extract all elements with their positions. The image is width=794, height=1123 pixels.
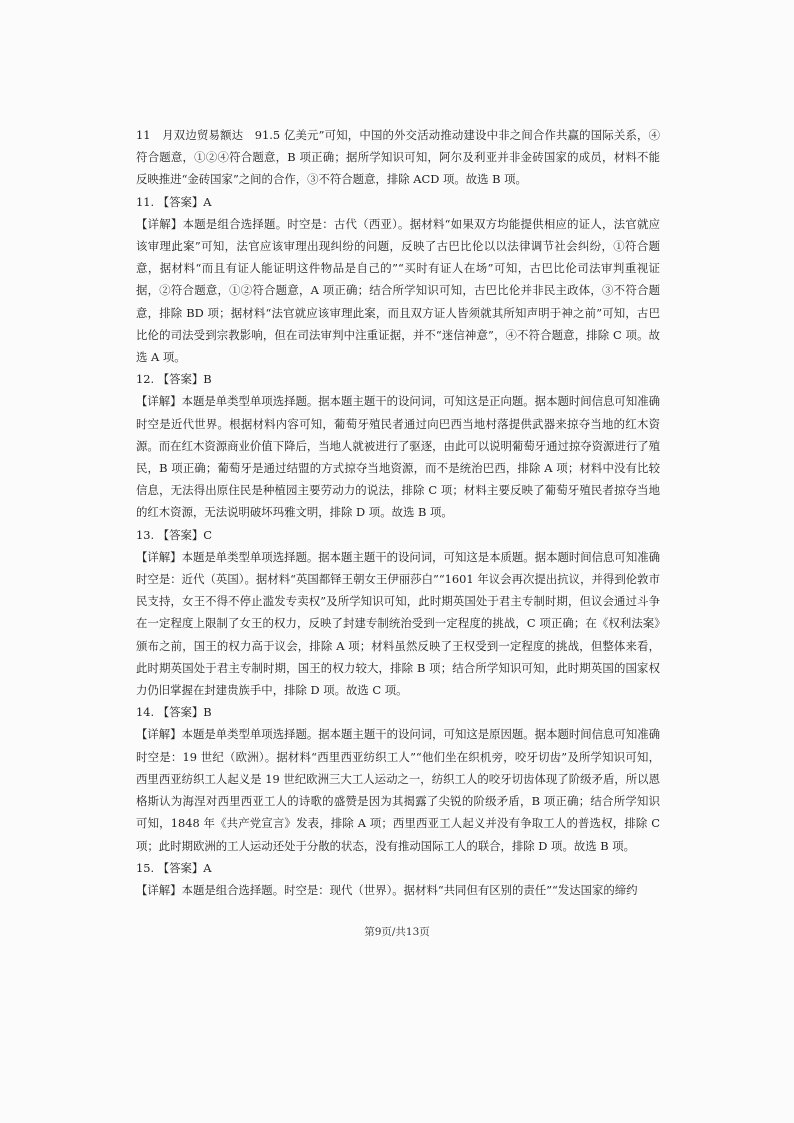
explanation-q14: 【详解】本题是单类型单项选择题。据本题主题干的设问词，可知这是原因题。据本题时间信息可知准确时空是：19 世纪（欧洲）。据材料“西里西亚纺织工人”“他们坐在织机旁，咬牙切齿”及所学知识可知，西里西亚纺织工人起义是 19 世纪欧洲三大工人运动之一，纺织工人的咬牙切齿体现了阶级矛盾，所以恩格斯认为海涅对西里西亚工人的诗歌的盛赞是因为其揭露了尖锐的阶级矛盾，B 项正确；结合所学知识可知，1848 年《共产党宣言》发表，排除 A 项；西里西亚工人起义并没有争取工人的普选权，排除 C 项；此时期欧洲的工人运动还处于分散的状态，没有推动国际工人的联合，排除 D 项。故选 B 项。 [136,727,660,853]
answer-label-q11: 11. 【答案】A [136,194,212,209]
answer-label-q14: 14. 【答案】B [136,705,212,720]
page-number: 第9页/共13页 [364,926,430,938]
explanation-q13: 【详解】本题是单类型单项选择题。据本题主题干的设问词，可知这是本质题。据本题时间信息可知准确时空是：近代（英国）。据材料“英国都铎王朝女王伊丽莎白”“1601 年议会再次提出抗议，并得到伦敦市民支持，女王不得不停止滥发专卖权”及所学知识可知，此时期英国处于君主专制时期，但议会通过斗争在一定程度上限制了女王的权力，反映了封建专制统治受到一定程度的挑战，C 项正确；在《权利法案》颁布之前，国王的权力高于议会，排除 A 项；材料虽然反映了王权受到一定程度的挑战，但整体来看，此时期英国处于君主专制时期，国王的权力较大，排除 B 项；结合所学知识可知，此时期英国的国家权力仍旧掌握在封建贵族手中，排除 D 项。故选 C 项。 [136,549,660,698]
answer-label-q12: 12. 【答案】B [136,372,212,387]
paragraph-q10-continued: 11 月双边贸易额达 91.5 亿美元”可知，中国的外交活动推动建设中非之间合作共赢的国际关系，④符合题意，①②④符合题意，B 项正确；据所学知识可知，阿尔及利亚并非金砖国家的成员，材料不能反映推进“金砖国家”之间的合作，③不符合题意，排除 ACD 项。故选 B 项。 [136,128,660,187]
explanation-q12: 【详解】本题是单类型单项选择题。据本题主题干的设问词，可知这是正向题。据本题时间信息可知准确时空是近代世界。根据材料内容可知，葡萄牙殖民者通过向巴西当地村落提供武器来掠夺当地的红木资源。而在红木资源商业价值下降后，当地人就被进行了驱逐，由此可以说明葡萄牙通过掠夺资源进行了殖民，B 项正确；葡萄牙是通过结盟的方式掠夺当地资源，而不是统治巴西，排除 A 项；材料中没有比较信息，无法得出原住民是种植园主要劳动力的说法，排除 C 项；材料主要反映了葡萄牙殖民者掠夺当地的红木资源，无法说明破坏玛雅文明，排除 D 项。故选 B 项。 [136,394,660,520]
explanation-q15: 【详解】本题是组合选择题。时空是：现代（世界）。据材料“共同但有区别的责任”“发达国家的缔约 [136,882,638,897]
answer-label-q13: 13. 【答案】C [136,527,213,542]
explanation-q11: 【详解】本题是组合选择题。时空是：古代（西亚）。据材料“如果双方均能提供相应的证人，法官就应该审理此案”可知，法官应该审理出现纠纷的问题，反映了古巴比伦以以法律调节社会纠纷，①符合题意，据材料“而且有证人能证明这件物品是自己的”“买时有证人在场”可知，古巴比伦司法审判重视证据，②符合题意，①②符合题意，A 项正确；结合所学知识可知，古巴比伦并非民主政体，③不符合题意，排除 BD 项；据材料“法官就应该审理此案，而且双方证人皆须就其所知声明于神之前”可知，古巴比伦的司法受到宗教影响，但在司法审判中注重证据，并不“迷信神意”，④不符合题意，排除 C 项。故选 A 项。 [136,216,660,365]
answer-label-q15: 15. 【答案】A [136,860,212,875]
document-body [136,124,660,901]
